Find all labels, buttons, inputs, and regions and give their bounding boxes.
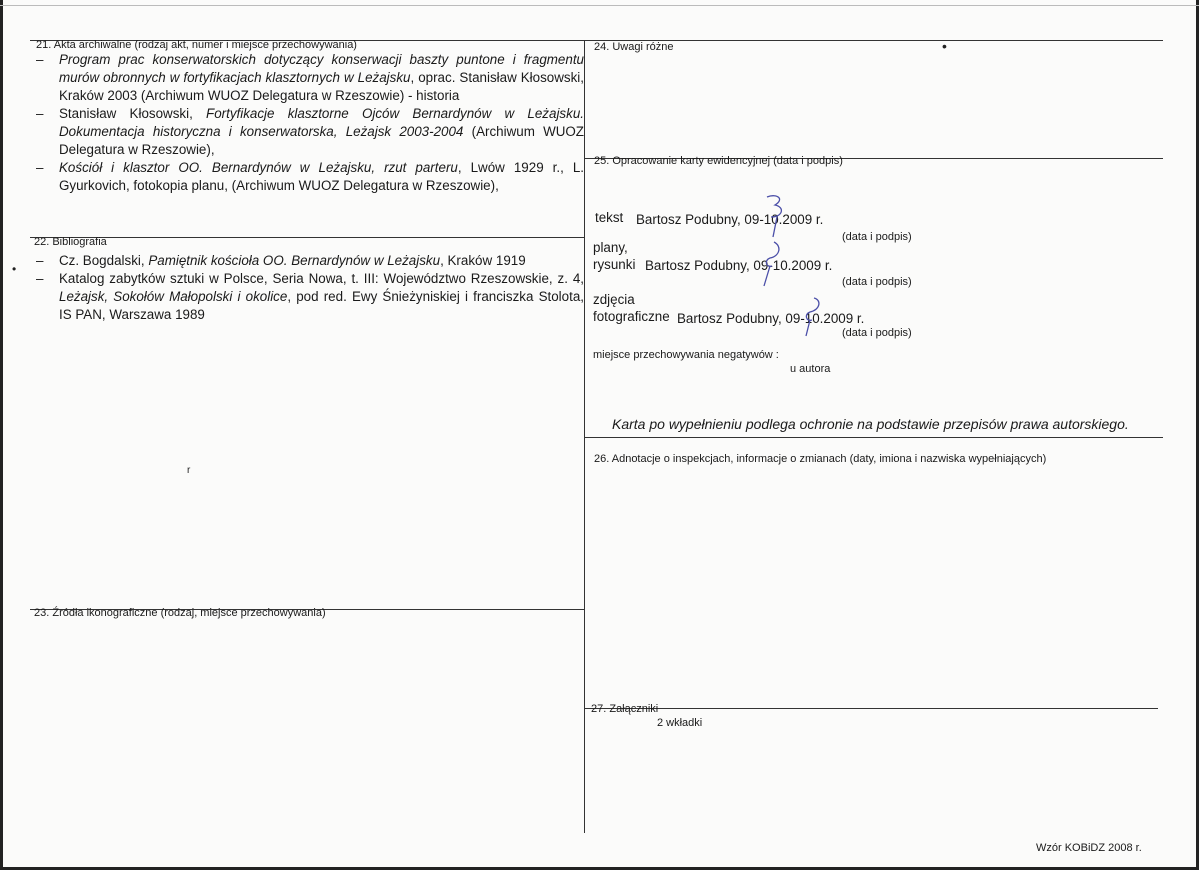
plany-label: plany, bbox=[593, 240, 628, 255]
section-22-label: 22. Bibliografia bbox=[34, 236, 107, 248]
section22-entry bbox=[36, 252, 584, 270]
section-21-label: 21. Akta archiwalne (rodzaj akt, numer i miejsce przechowywania) bbox=[36, 39, 357, 51]
entry-text: Kościół i klasztor OO. Bernardynów w Leżajsku, rzut parteru bbox=[59, 160, 458, 175]
rule-27 bbox=[584, 708, 1158, 709]
section-22-list bbox=[36, 252, 584, 324]
rysunki-data-podpis: (data i podpis) bbox=[842, 276, 912, 288]
entry-text: Katalog zabytków sztuki w Polsce, Seria Nowa, t. III: Województwo Rzeszowskie, z. 4, bbox=[59, 271, 584, 286]
entry-text: Leżajsk, Sokołów Małopolski i okolice bbox=[59, 289, 288, 304]
section21-entry bbox=[36, 105, 584, 159]
signature-tekst bbox=[755, 193, 795, 239]
bullet-dash: – bbox=[36, 160, 44, 175]
fotograficzne-value: Bartosz Podubny, 09-10.2009 r. bbox=[677, 311, 865, 326]
section-24-label: 24. Uwagi różne bbox=[594, 41, 674, 53]
entry-text: , oprac. Stanisław Kłosowski, Kraków 2003 (Archiwum WUOZ Delegatura w Rzeszowie) - historia bbox=[59, 70, 584, 103]
stray-mark: • bbox=[12, 262, 17, 276]
fotograficzne-label: fotograficzne bbox=[593, 309, 670, 324]
zdjecia-label: zdjęcia bbox=[593, 292, 635, 307]
entry-text: , Lwów 1929 r., L. Gyurkovich, fotokopia planu, (Archiwum WUOZ Delegatura w Rzeszowie), bbox=[59, 160, 584, 193]
signature-fotograficzne bbox=[790, 296, 830, 338]
entry-text: , Kraków 1919 bbox=[440, 253, 526, 268]
section-27-label: 27. Załączniki bbox=[591, 703, 659, 715]
bullet-dash: – bbox=[36, 106, 44, 121]
entry-text: (Archiwum WUOZ Delegatura w Rzeszowie), bbox=[59, 124, 584, 157]
entry-text: Stanisław Kłosowski, bbox=[59, 106, 207, 121]
tekst-label: tekst bbox=[595, 210, 624, 225]
rule-26 bbox=[584, 437, 1163, 438]
section21-entry bbox=[36, 51, 584, 105]
entry-text: Fortyfikacje klasztorne Ojców Bernardynów w Leżajsku. Dokumentacja historyczna i konserwatorska, Leżajsk 2003-2004 bbox=[59, 106, 584, 139]
tekst-data-podpis: (data i podpis) bbox=[842, 231, 912, 243]
bullet-dash: – bbox=[36, 52, 44, 67]
rysunki-label: rysunki bbox=[593, 257, 636, 272]
copyright-notice: Karta po wypełnieniu podlega ochronie na podstawie przepisów prawa autorskiego. bbox=[612, 416, 1129, 432]
bullet-dash: – bbox=[36, 271, 44, 286]
section21-entry bbox=[36, 159, 584, 195]
section-23-label: 23. Źródła ikonograficzne (rodzaj, miejsce przechowywania) bbox=[34, 607, 326, 619]
rule-22 bbox=[30, 237, 585, 238]
signature-rysunki bbox=[752, 240, 792, 288]
section-25-label: 25. Opracowanie karty ewidencyjnej (data i podpis) bbox=[594, 155, 843, 167]
negatywy-value: u autora bbox=[790, 363, 831, 375]
entry-text: Pamiętnik kościoła OO. Bernardynów w Leżajsku bbox=[148, 253, 441, 268]
rysunki-value: Bartosz Podubny, 09-10.2009 r. bbox=[645, 258, 833, 273]
section-21-list bbox=[36, 51, 584, 195]
stray-mark-2: r bbox=[187, 465, 191, 476]
top-edge-line bbox=[0, 5, 1199, 6]
section-26-label: 26. Adnotacje o inspekcjach, informacje o zmianach (daty, imiona i nazwiska wypełniających) bbox=[594, 453, 1047, 465]
form-template-label: Wzór KOBiDZ 2008 r. bbox=[1036, 842, 1142, 854]
bullet-dash: – bbox=[36, 253, 44, 268]
entry-text: Program prac konserwatorskich dotyczący konserwacji baszty puntone i fragmentu murów obronnych w fortyfikacjach klasztornych w Leżajsku bbox=[59, 52, 584, 85]
fotograficzne-data-podpis: (data i podpis) bbox=[842, 327, 912, 339]
negatywy-label: miejsce przechowywania negatywów : bbox=[593, 349, 779, 361]
stray-mark-3: • bbox=[942, 38, 947, 54]
section-27-value: 2 wkładki bbox=[657, 717, 703, 729]
entry-text: , pod red. Ewy Śnieżyniskiej i franciszka Stolota, IS PAN, Warszawa 1989 bbox=[59, 289, 584, 322]
entry-text: Cz. Bogdalski, bbox=[59, 253, 149, 268]
section22-entry bbox=[36, 270, 584, 324]
tekst-value: Bartosz Podubny, 09-10.2009 r. bbox=[636, 212, 824, 227]
